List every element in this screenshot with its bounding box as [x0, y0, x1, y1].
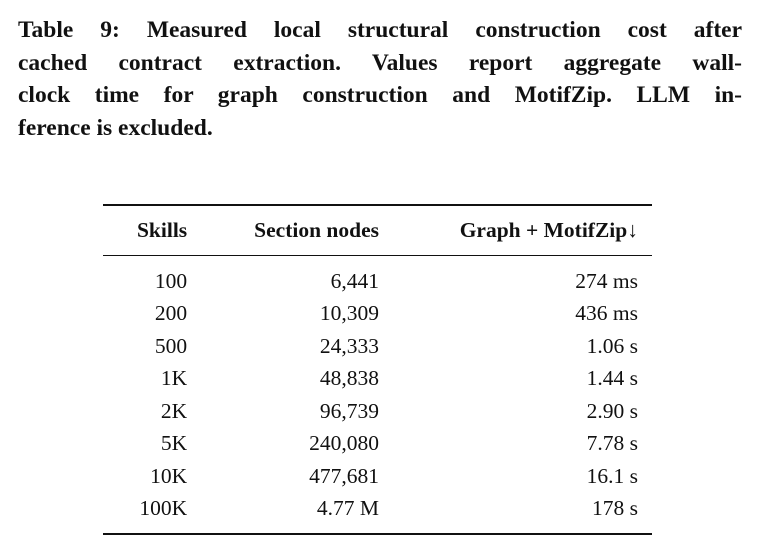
- cell-time: 16.1 s: [586, 463, 638, 488]
- table-row: [103, 427, 652, 460]
- cell-time: 178 s: [592, 496, 638, 520]
- table-caption: [18, 14, 742, 144]
- cell-time: 7.78 s: [586, 431, 638, 455]
- cell-skills: 5K: [160, 431, 188, 455]
- cell-time: 436 ms: [575, 301, 638, 325]
- cell-skills: 10K: [150, 463, 188, 488]
- table-row: [103, 395, 652, 428]
- cell-time: 1.06 s: [586, 333, 638, 358]
- cell-skills: 100K: [139, 496, 188, 520]
- cell-section-nodes: 48,838: [319, 366, 380, 390]
- cell-skills: 1K: [160, 366, 188, 390]
- cell-skills: 200: [154, 301, 188, 325]
- caption-line: cached contract extraction. Values report aggregate wall-: [18, 49, 742, 76]
- cell-section-nodes: 96,739: [319, 398, 380, 423]
- cell-skills: 100: [154, 268, 188, 293]
- cell-time: 1.44 s: [586, 366, 638, 390]
- cell-time: 274 ms: [575, 268, 638, 293]
- cell-section-nodes: 6,441: [330, 268, 380, 293]
- column-header-graph-motifzip: Graph + MotifZip↓: [459, 218, 638, 242]
- table-row: [103, 330, 652, 363]
- caption-line: ference is excluded.: [18, 114, 213, 141]
- cell-section-nodes: 477,681: [309, 463, 380, 488]
- results-table: [103, 204, 652, 535]
- table-row: [103, 460, 652, 493]
- header-row: [103, 205, 652, 255]
- cell-section-nodes: 24,333: [319, 333, 380, 358]
- table-row: [103, 255, 652, 297]
- cell-skills: 500: [154, 333, 188, 358]
- cell-skills: 2K: [160, 398, 188, 423]
- column-header-section-nodes: Section nodes: [254, 218, 380, 242]
- column-header-skills: Skills: [136, 218, 188, 242]
- table-row: [103, 297, 652, 330]
- table-row: [103, 492, 652, 534]
- cell-section-nodes: 240,080: [309, 431, 380, 455]
- caption-line: Table 9: Measured local structural construction cost after: [18, 17, 742, 43]
- cell-section-nodes: 10,309: [319, 301, 380, 325]
- cell-section-nodes: 4.77 M: [316, 496, 380, 520]
- cell-time: 2.90 s: [586, 398, 638, 423]
- caption-line: clock time for graph construction and MotifZip. LLM in-: [18, 82, 742, 108]
- table-row: [103, 362, 652, 395]
